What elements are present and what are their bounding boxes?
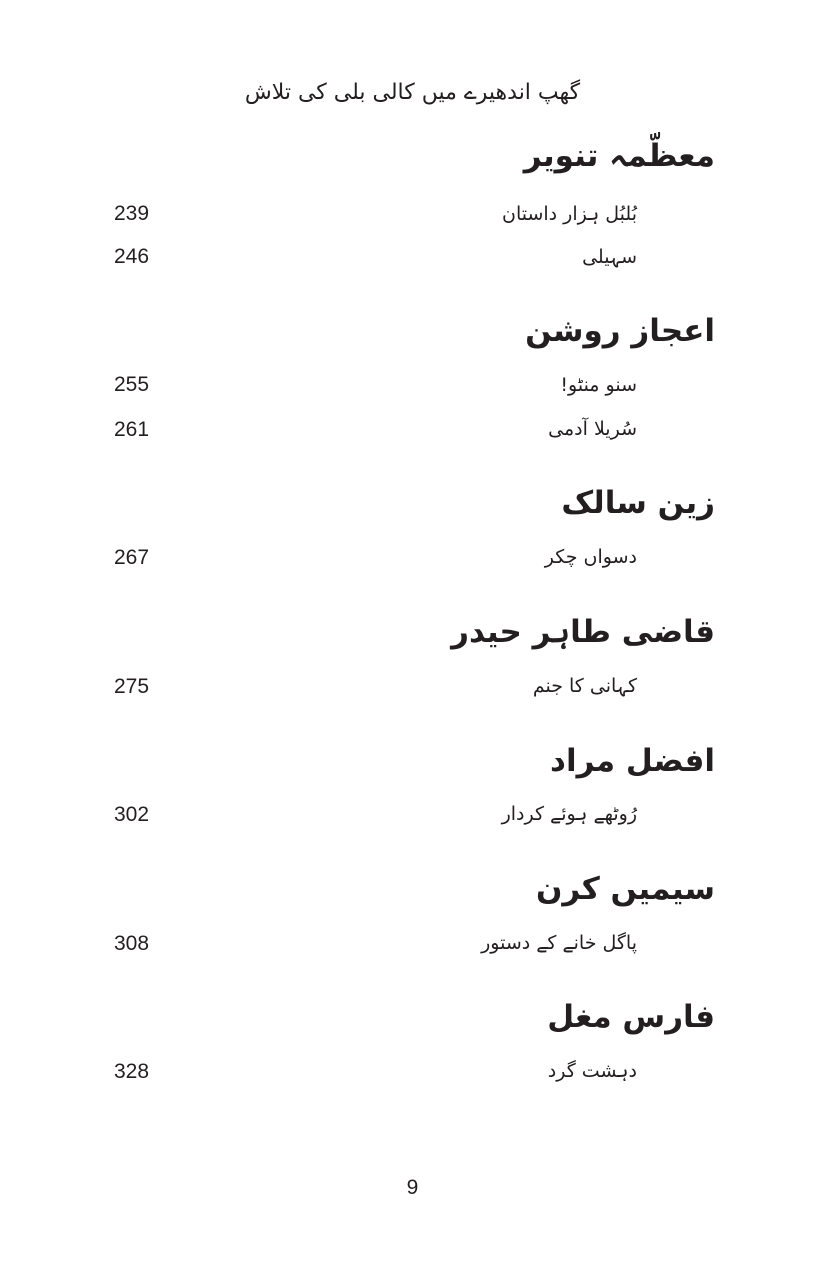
page-number: 255 xyxy=(114,373,150,396)
author-heading: افضل مراد xyxy=(550,743,715,779)
story-title: پاگل خانے کے دستور xyxy=(481,932,637,954)
page-number: 308 xyxy=(114,932,150,955)
page-footer-number: 9 xyxy=(406,1176,419,1199)
author-heading: فارس مغل xyxy=(547,999,715,1035)
story-title: بُلبُل ہزار داستان xyxy=(502,203,637,225)
story-title: سنو منٹو! xyxy=(560,374,637,396)
page-number: 246 xyxy=(114,245,150,268)
page-number: 275 xyxy=(114,675,150,698)
author-heading: زین سالک xyxy=(561,485,715,521)
author-heading: سیمیں کرن xyxy=(535,871,715,907)
author-heading: اعجاز روشن xyxy=(525,313,715,349)
story-title: سُریلا آدمی xyxy=(548,418,637,440)
page-number: 328 xyxy=(114,1060,150,1083)
story-title: سہیلی xyxy=(582,246,637,268)
page-number: 239 xyxy=(114,202,150,225)
page-number: 267 xyxy=(114,546,150,569)
story-title: رُوٹھے ہوئے کردار xyxy=(501,803,637,825)
running-header: گھپ اندھیرے میں کالی بلی کی تلاش xyxy=(244,80,581,105)
author-heading: قاضی طاہر حیدر xyxy=(451,614,715,650)
page-number: 302 xyxy=(114,803,150,826)
story-title: دسواں چکر xyxy=(544,546,637,568)
story-title: کہانی کا جنم xyxy=(532,675,637,697)
page-number: 261 xyxy=(114,418,150,441)
author-heading: معظّمہ تنویر xyxy=(523,138,715,174)
story-title: دہشت گرد xyxy=(547,1060,637,1082)
